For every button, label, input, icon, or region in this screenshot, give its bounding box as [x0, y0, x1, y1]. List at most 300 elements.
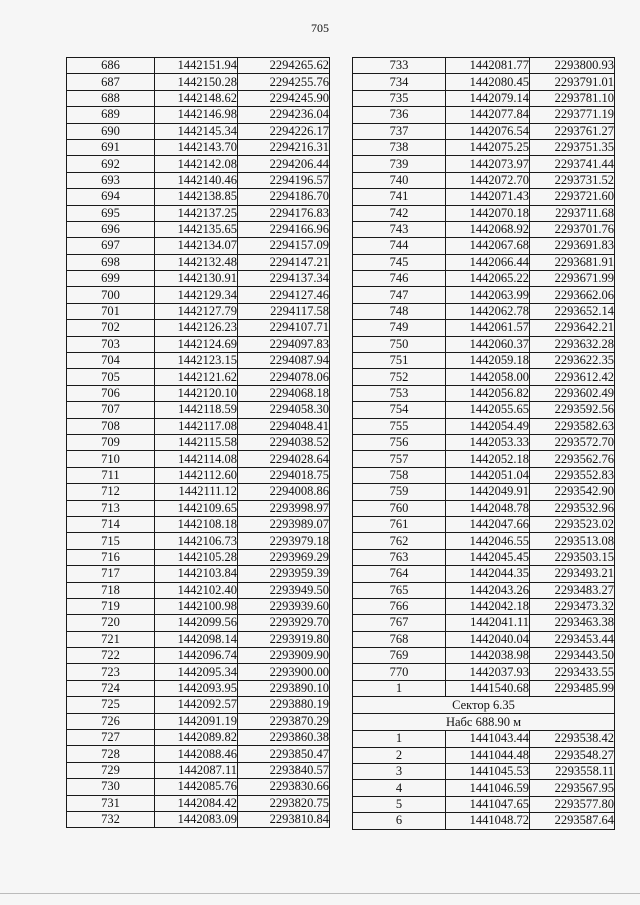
y-coordinate: 2293453.44 [530, 631, 615, 647]
table-row [353, 107, 615, 123]
table-row [353, 139, 615, 155]
x-coordinate: 1442115.58 [155, 434, 238, 450]
table-row [67, 549, 330, 565]
table-row [353, 434, 615, 450]
point-number: 705 [67, 369, 155, 385]
point-number: 715 [67, 533, 155, 549]
table-row [67, 320, 330, 336]
point-number: 711 [67, 467, 155, 483]
table-row [353, 74, 615, 90]
x-coordinate: 1442083.09 [155, 811, 238, 827]
y-coordinate: 2293781.10 [530, 90, 615, 106]
sector-title-row [353, 697, 615, 714]
y-coordinate: 2294087.94 [238, 353, 330, 369]
x-coordinate: 1442061.57 [446, 320, 530, 336]
x-coordinate: 1442114.08 [155, 451, 238, 467]
table-row [67, 648, 330, 664]
table-row [353, 680, 615, 696]
sector-height: Набс 688.90 м [353, 714, 615, 731]
point-number: 765 [353, 582, 446, 598]
y-coordinate: 2293602.49 [530, 385, 615, 401]
table-row [67, 74, 330, 90]
y-coordinate: 2293548.27 [530, 747, 615, 763]
table-row [353, 533, 615, 549]
x-coordinate: 1442052.18 [446, 451, 530, 467]
y-coordinate: 2293681.91 [530, 254, 615, 270]
point-number: 686 [67, 58, 155, 74]
point-number: 736 [353, 107, 446, 123]
y-coordinate: 2293820.75 [238, 795, 330, 811]
x-coordinate: 1442135.65 [155, 221, 238, 237]
y-coordinate: 2293612.42 [530, 369, 615, 385]
point-number: 3 [353, 764, 446, 780]
x-coordinate: 1442108.18 [155, 516, 238, 532]
point-number: 747 [353, 287, 446, 303]
left-coordinate-table [66, 57, 330, 828]
point-number: 723 [67, 664, 155, 680]
y-coordinate: 2293572.70 [530, 434, 615, 450]
y-coordinate: 2293761.27 [530, 123, 615, 139]
x-coordinate: 1442044.35 [446, 566, 530, 582]
table-row [353, 254, 615, 270]
point-number: 717 [67, 566, 155, 582]
x-coordinate: 1442054.49 [446, 418, 530, 434]
x-coordinate: 1442041.11 [446, 615, 530, 631]
y-coordinate: 2293850.47 [238, 746, 330, 762]
point-number: 6 [353, 813, 446, 829]
x-coordinate: 1442138.85 [155, 189, 238, 205]
point-number: 766 [353, 598, 446, 614]
point-number: 762 [353, 533, 446, 549]
y-coordinate: 2294196.57 [238, 172, 330, 188]
table-row [67, 680, 330, 696]
y-coordinate: 2293622.35 [530, 353, 615, 369]
y-coordinate: 2294068.18 [238, 385, 330, 401]
y-coordinate: 2294028.64 [238, 451, 330, 467]
y-coordinate: 2294186.70 [238, 189, 330, 205]
point-number: 769 [353, 648, 446, 664]
table-row [353, 271, 615, 287]
point-number: 703 [67, 336, 155, 352]
right-coordinate-table [352, 57, 615, 830]
y-coordinate: 2293562.76 [530, 451, 615, 467]
point-number: 755 [353, 418, 446, 434]
x-coordinate: 1442142.08 [155, 156, 238, 172]
y-coordinate: 2293840.57 [238, 762, 330, 778]
point-number: 702 [67, 320, 155, 336]
y-coordinate: 2293860.38 [238, 730, 330, 746]
x-coordinate: 1442048.78 [446, 500, 530, 516]
table-row [353, 516, 615, 532]
y-coordinate: 2294048.41 [238, 418, 330, 434]
table-row [353, 648, 615, 664]
x-coordinate: 1442118.59 [155, 402, 238, 418]
point-number: 720 [67, 615, 155, 631]
point-number: 735 [353, 90, 446, 106]
x-coordinate: 1442037.93 [446, 664, 530, 680]
y-coordinate: 2293751.35 [530, 139, 615, 155]
y-coordinate: 2293538.42 [530, 731, 615, 747]
x-coordinate: 1442111.12 [155, 484, 238, 500]
point-number: 714 [67, 516, 155, 532]
page-number: 705 [311, 21, 329, 35]
y-coordinate: 2293473.32 [530, 598, 615, 614]
point-number: 742 [353, 205, 446, 221]
x-coordinate: 1441044.48 [446, 747, 530, 763]
y-coordinate: 2294127.46 [238, 287, 330, 303]
x-coordinate: 1442046.55 [446, 533, 530, 549]
y-coordinate: 2293929.70 [238, 615, 330, 631]
y-coordinate: 2293939.60 [238, 598, 330, 614]
y-coordinate: 2293443.50 [530, 648, 615, 664]
x-coordinate: 1442073.97 [446, 156, 530, 172]
table-row [67, 418, 330, 434]
y-coordinate: 2294206.44 [238, 156, 330, 172]
y-coordinate: 2293503.15 [530, 549, 615, 565]
y-coordinate: 2294245.90 [238, 90, 330, 106]
table-row [67, 631, 330, 647]
x-coordinate: 1442137.25 [155, 205, 238, 221]
x-coordinate: 1442126.23 [155, 320, 238, 336]
y-coordinate: 2294078.06 [238, 369, 330, 385]
x-coordinate: 1442075.25 [446, 139, 530, 155]
point-number: 701 [67, 303, 155, 319]
table-row [353, 615, 615, 631]
x-coordinate: 1442068.92 [446, 221, 530, 237]
point-number: 719 [67, 598, 155, 614]
y-coordinate: 2293731.52 [530, 172, 615, 188]
y-coordinate: 2293691.83 [530, 238, 615, 254]
table-row [353, 353, 615, 369]
x-coordinate: 1442103.84 [155, 566, 238, 582]
x-coordinate: 1442066.44 [446, 254, 530, 270]
point-number: 726 [67, 713, 155, 729]
y-coordinate: 2293523.02 [530, 516, 615, 532]
x-coordinate: 1442102.40 [155, 582, 238, 598]
y-coordinate: 2294107.71 [238, 320, 330, 336]
sector-title: Сектор 6.35 [353, 697, 615, 714]
table-row [353, 58, 615, 74]
table-row [67, 762, 330, 778]
point-number: 709 [67, 434, 155, 450]
x-coordinate: 1442089.82 [155, 730, 238, 746]
table-row [67, 730, 330, 746]
y-coordinate: 2294038.52 [238, 434, 330, 450]
y-coordinate: 2294058.30 [238, 402, 330, 418]
y-coordinate: 2293979.18 [238, 533, 330, 549]
point-number: 753 [353, 385, 446, 401]
y-coordinate: 2293532.96 [530, 500, 615, 516]
table-row [67, 467, 330, 483]
point-number: 713 [67, 500, 155, 516]
table-row [353, 189, 615, 205]
x-coordinate: 1442151.94 [155, 58, 238, 74]
point-number: 737 [353, 123, 446, 139]
point-number: 704 [67, 353, 155, 369]
x-coordinate: 1442045.45 [446, 549, 530, 565]
point-number: 758 [353, 467, 446, 483]
y-coordinate: 2293652.14 [530, 303, 615, 319]
y-coordinate: 2293919.80 [238, 631, 330, 647]
y-coordinate: 2293771.19 [530, 107, 615, 123]
y-coordinate: 2294176.83 [238, 205, 330, 221]
point-number: 739 [353, 156, 446, 172]
table-row [67, 58, 330, 74]
y-coordinate: 2293513.08 [530, 533, 615, 549]
point-number: 700 [67, 287, 155, 303]
x-coordinate: 1442072.70 [446, 172, 530, 188]
y-coordinate: 2294018.75 [238, 467, 330, 483]
x-coordinate: 1442084.42 [155, 795, 238, 811]
table-row [353, 451, 615, 467]
x-coordinate: 1442120.10 [155, 385, 238, 401]
y-coordinate: 2293463.38 [530, 615, 615, 631]
point-number: 1 [353, 731, 446, 747]
point-number: 743 [353, 221, 446, 237]
x-coordinate: 1442124.69 [155, 336, 238, 352]
x-coordinate: 1442065.22 [446, 271, 530, 287]
point-number: 722 [67, 648, 155, 664]
x-coordinate: 1442105.28 [155, 549, 238, 565]
y-coordinate: 2293989.07 [238, 516, 330, 532]
table-row [67, 664, 330, 680]
point-number: 1 [353, 680, 446, 696]
y-coordinate: 2293900.00 [238, 664, 330, 680]
y-coordinate: 2294137.34 [238, 271, 330, 287]
y-coordinate: 2293791.01 [530, 74, 615, 90]
x-coordinate: 1441047.65 [446, 796, 530, 812]
x-coordinate: 1442051.04 [446, 467, 530, 483]
x-coordinate: 1442079.14 [446, 90, 530, 106]
table-row [67, 516, 330, 532]
point-number: 688 [67, 90, 155, 106]
x-coordinate: 1442148.62 [155, 90, 238, 106]
point-number: 751 [353, 353, 446, 369]
y-coordinate: 2293671.99 [530, 271, 615, 287]
table-row [67, 238, 330, 254]
table-row [353, 764, 615, 780]
y-coordinate: 2293592.56 [530, 402, 615, 418]
point-number: 725 [67, 697, 155, 713]
point-number: 741 [353, 189, 446, 205]
y-coordinate: 2293909.90 [238, 648, 330, 664]
table-row [353, 796, 615, 812]
point-number: 768 [353, 631, 446, 647]
x-coordinate: 1442062.78 [446, 303, 530, 319]
point-number: 2 [353, 747, 446, 763]
x-coordinate: 1442043.26 [446, 582, 530, 598]
y-coordinate: 2294117.58 [238, 303, 330, 319]
table-row [353, 484, 615, 500]
x-coordinate: 1442121.62 [155, 369, 238, 385]
point-number: 749 [353, 320, 446, 336]
table-row [67, 697, 330, 713]
point-number: 727 [67, 730, 155, 746]
point-number: 759 [353, 484, 446, 500]
table-row [353, 418, 615, 434]
point-number: 695 [67, 205, 155, 221]
y-coordinate: 2294008.86 [238, 484, 330, 500]
y-coordinate: 2294157.09 [238, 238, 330, 254]
x-coordinate: 1442040.04 [446, 631, 530, 647]
table-row [353, 566, 615, 582]
table-row [353, 287, 615, 303]
x-coordinate: 1442150.28 [155, 74, 238, 90]
table-row [67, 254, 330, 270]
table-row [67, 221, 330, 237]
x-coordinate: 1441540.68 [446, 680, 530, 696]
point-number: 740 [353, 172, 446, 188]
table-row [353, 582, 615, 598]
table-row [353, 320, 615, 336]
table-row [67, 566, 330, 582]
table-row [353, 385, 615, 401]
point-number: 4 [353, 780, 446, 796]
y-coordinate: 2293493.21 [530, 566, 615, 582]
x-coordinate: 1442038.98 [446, 648, 530, 664]
point-number: 697 [67, 238, 155, 254]
point-number: 730 [67, 779, 155, 795]
table-row [67, 369, 330, 385]
point-number: 746 [353, 271, 446, 287]
table-row [67, 795, 330, 811]
y-coordinate: 2293959.39 [238, 566, 330, 582]
point-number: 748 [353, 303, 446, 319]
point-number: 752 [353, 369, 446, 385]
x-coordinate: 1442106.73 [155, 533, 238, 549]
table-row [353, 631, 615, 647]
point-number: 698 [67, 254, 155, 270]
x-coordinate: 1442130.91 [155, 271, 238, 287]
table-row [353, 156, 615, 172]
x-coordinate: 1442146.98 [155, 107, 238, 123]
x-coordinate: 1442140.46 [155, 172, 238, 188]
table-row [353, 747, 615, 763]
y-coordinate: 2293552.83 [530, 467, 615, 483]
y-coordinate: 2294236.04 [238, 107, 330, 123]
y-coordinate: 2293741.44 [530, 156, 615, 172]
point-number: 721 [67, 631, 155, 647]
y-coordinate: 2293567.95 [530, 780, 615, 796]
table-row [353, 813, 615, 829]
y-coordinate: 2293632.28 [530, 336, 615, 352]
y-coordinate: 2293800.93 [530, 58, 615, 74]
table-row [67, 123, 330, 139]
x-coordinate: 1442087.11 [155, 762, 238, 778]
sector-height-row [353, 714, 615, 731]
x-coordinate: 1442091.19 [155, 713, 238, 729]
table-row [353, 598, 615, 614]
y-coordinate: 2294216.31 [238, 139, 330, 155]
point-number: 693 [67, 172, 155, 188]
table-row [353, 467, 615, 483]
x-coordinate: 1441046.59 [446, 780, 530, 796]
table-row [67, 402, 330, 418]
x-coordinate: 1442129.34 [155, 287, 238, 303]
table-row [353, 205, 615, 221]
point-number: 750 [353, 336, 446, 352]
point-number: 690 [67, 123, 155, 139]
table-row [67, 434, 330, 450]
table-row [67, 533, 330, 549]
x-coordinate: 1441045.53 [446, 764, 530, 780]
table-row [67, 189, 330, 205]
x-coordinate: 1442132.48 [155, 254, 238, 270]
x-coordinate: 1442047.66 [446, 516, 530, 532]
point-number: 757 [353, 451, 446, 467]
table-row [67, 500, 330, 516]
x-coordinate: 1442042.18 [446, 598, 530, 614]
table-row [67, 484, 330, 500]
table-row [67, 582, 330, 598]
x-coordinate: 1442081.77 [446, 58, 530, 74]
point-number: 691 [67, 139, 155, 155]
table-row [353, 221, 615, 237]
table-row [353, 731, 615, 747]
table-row [67, 811, 330, 827]
x-coordinate: 1442099.56 [155, 615, 238, 631]
table-row [67, 451, 330, 467]
y-coordinate: 2293433.55 [530, 664, 615, 680]
x-coordinate: 1442095.34 [155, 664, 238, 680]
y-coordinate: 2293582.63 [530, 418, 615, 434]
table-row [353, 172, 615, 188]
point-number: 734 [353, 74, 446, 90]
x-coordinate: 1442112.60 [155, 467, 238, 483]
x-coordinate: 1442055.65 [446, 402, 530, 418]
y-coordinate: 2294255.76 [238, 74, 330, 90]
x-coordinate: 1442096.74 [155, 648, 238, 664]
y-coordinate: 2294166.96 [238, 221, 330, 237]
point-number: 744 [353, 238, 446, 254]
left-table-body [67, 58, 330, 828]
y-coordinate: 2293577.80 [530, 796, 615, 812]
table-row [353, 369, 615, 385]
x-coordinate: 1442085.76 [155, 779, 238, 795]
y-coordinate: 2293542.90 [530, 484, 615, 500]
point-number: 745 [353, 254, 446, 270]
y-coordinate: 2293949.50 [238, 582, 330, 598]
point-number: 696 [67, 221, 155, 237]
x-coordinate: 1442076.54 [446, 123, 530, 139]
table-row [353, 549, 615, 565]
x-coordinate: 1442117.08 [155, 418, 238, 434]
x-coordinate: 1442056.82 [446, 385, 530, 401]
x-coordinate: 1442093.95 [155, 680, 238, 696]
x-coordinate: 1442060.37 [446, 336, 530, 352]
y-coordinate: 2294265.62 [238, 58, 330, 74]
point-number: 708 [67, 418, 155, 434]
point-number: 5 [353, 796, 446, 812]
table-row [67, 107, 330, 123]
point-number: 694 [67, 189, 155, 205]
table-row [67, 336, 330, 352]
point-number: 712 [67, 484, 155, 500]
point-number: 738 [353, 139, 446, 155]
point-number: 724 [67, 680, 155, 696]
table-row [67, 713, 330, 729]
y-coordinate: 2293642.21 [530, 320, 615, 336]
point-number: 692 [67, 156, 155, 172]
point-number: 710 [67, 451, 155, 467]
point-number: 764 [353, 566, 446, 582]
point-number: 689 [67, 107, 155, 123]
x-coordinate: 1441043.44 [446, 731, 530, 747]
point-number: 687 [67, 74, 155, 90]
table-row [353, 123, 615, 139]
point-number: 756 [353, 434, 446, 450]
point-number: 763 [353, 549, 446, 565]
